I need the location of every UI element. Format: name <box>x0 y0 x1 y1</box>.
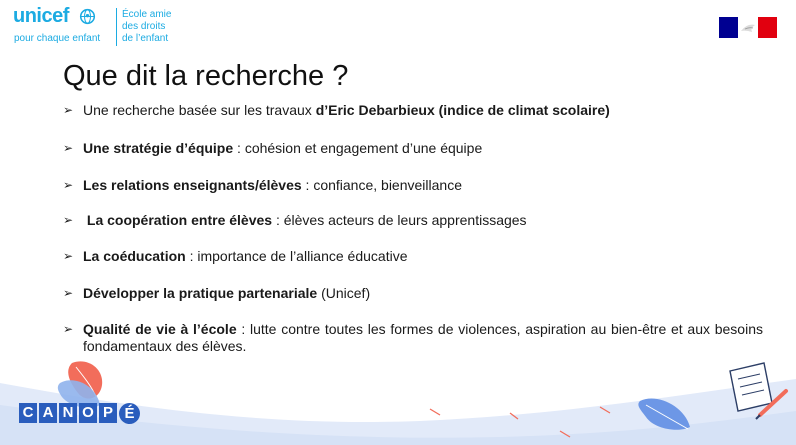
notepad-icon <box>730 363 772 411</box>
arrow-bullet-icon: ➢ <box>63 286 74 300</box>
school-label: École amie des droits de l’enfant <box>122 9 172 44</box>
arrow-bullet-icon: ➢ <box>63 249 74 263</box>
arrow-bullet-icon: ➢ <box>63 178 74 192</box>
bullet-text-normal: : confiance, bienveillance <box>301 177 462 193</box>
logo-divider <box>116 8 117 46</box>
bullet-text-bold: Développer la pratique partenariale <box>83 285 318 301</box>
unicef-wordmark: unicef <box>13 5 69 27</box>
bullet-item <box>63 321 763 355</box>
bullet-text-bold: Les relations enseignants/élèves <box>83 177 302 193</box>
bullet-text-bold: Qualité de vie à l’école <box>83 321 237 337</box>
bullet-text-bold: La coopération entre élèves <box>86 212 273 228</box>
french-republic-flag-icon <box>719 17 777 38</box>
canope-logo <box>19 401 142 425</box>
bullet-text-normal: Une recherche basée sur les travaux <box>83 102 316 118</box>
bullet-text-bold: d’Eric Debarbieux (indice de climat scolaire) <box>315 102 610 118</box>
bullet-item <box>63 248 407 265</box>
page-title: Que dit la recherche ? <box>63 60 349 92</box>
canope-letter: C <box>19 403 37 423</box>
footer-decoration <box>0 355 796 445</box>
bullet-text-normal: : importance de l’alliance éducative <box>185 248 408 264</box>
arrow-bullet-icon: ➢ <box>63 141 74 155</box>
arrow-bullet-icon: ➢ <box>63 213 74 227</box>
unicef-tagline: pour chaque enfant <box>14 33 101 44</box>
unicef-globe-icon <box>79 8 96 25</box>
bullet-item <box>63 102 610 119</box>
canope-letter: A <box>39 403 57 423</box>
bullet-text-normal: : lutte contre toutes les formes de violences, aspiration au bien-être et aux besoins fondamentaux des élèves. <box>83 321 763 354</box>
unicef-logo <box>13 5 173 50</box>
arrow-bullet-icon: ➢ <box>63 322 74 336</box>
canope-letter: O <box>79 403 97 423</box>
canope-letter: É <box>119 403 140 424</box>
bullet-text-normal: (Unicef) <box>317 285 371 301</box>
canope-letter: P <box>99 403 117 423</box>
bullet-text-bold: La coéducation <box>83 248 186 264</box>
canope-letter: N <box>59 403 77 423</box>
bullet-text-normal: : élèves acteurs de leurs apprentissages <box>272 212 527 228</box>
bullet-text-normal: : cohésion et engagement d’une équipe <box>233 140 483 156</box>
arrow-bullet-icon: ➢ <box>63 103 74 117</box>
bullet-text-bold: Une stratégie d’équipe <box>83 140 234 156</box>
bullet-item <box>63 212 527 229</box>
bullet-item <box>63 140 482 157</box>
bullet-item <box>63 285 370 302</box>
bullet-item <box>63 177 462 194</box>
